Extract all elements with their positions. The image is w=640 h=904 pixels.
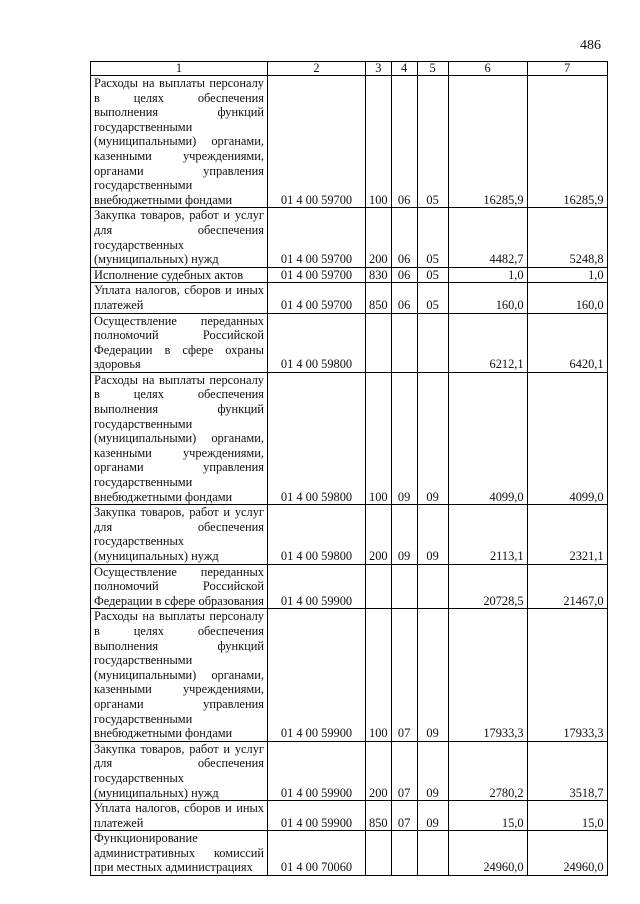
table-row xyxy=(91,283,608,313)
subsection-cell: 05 xyxy=(417,267,448,283)
amount-year2-cell: 3518,7 xyxy=(527,741,607,800)
amount-year1-cell: 15,0 xyxy=(448,801,527,831)
header-cell: 4 xyxy=(391,62,417,76)
table-row xyxy=(91,313,608,372)
expense-type-cell: 100 xyxy=(366,609,392,741)
expense-name-cell: Функционирование административных комиссий при местных администрациях xyxy=(91,831,268,876)
target-code-cell: 01 4 00 59700 xyxy=(268,283,366,313)
section-cell: 06 xyxy=(391,208,417,267)
target-code-cell: 01 4 00 59900 xyxy=(268,741,366,800)
amount-year1-cell: 16285,9 xyxy=(448,76,527,208)
subsection-cell xyxy=(417,564,448,609)
target-code-cell: 01 4 00 59700 xyxy=(268,76,366,208)
amount-year2-cell: 2321,1 xyxy=(527,505,607,564)
section-cell: 07 xyxy=(391,801,417,831)
expense-type-cell: 100 xyxy=(366,76,392,208)
expense-name-cell: Расходы на выплаты персоналу в целях обеспечения выполнения функций государственными (муниципальными) органами, казенными учреждениями, органами управления государственными внебюджетными фондами xyxy=(91,609,268,741)
subsection-cell: 05 xyxy=(417,208,448,267)
amount-year1-cell: 6212,1 xyxy=(448,313,527,372)
target-code-cell: 01 4 00 70060 xyxy=(268,831,366,876)
target-code-cell: 01 4 00 59700 xyxy=(268,208,366,267)
amount-year1-cell: 20728,5 xyxy=(448,564,527,609)
section-cell: 06 xyxy=(391,283,417,313)
expense-type-cell: 200 xyxy=(366,741,392,800)
table-row xyxy=(91,267,608,283)
expense-type-cell: 200 xyxy=(366,505,392,564)
table-row xyxy=(91,801,608,831)
section-cell: 09 xyxy=(391,505,417,564)
expense-name-cell: Закупка товаров, работ и услуг для обеспечения государственных (муниципальных) нужд xyxy=(91,741,268,800)
amount-year1-cell: 4482,7 xyxy=(448,208,527,267)
amount-year1-cell: 17933,3 xyxy=(448,609,527,741)
table-row xyxy=(91,831,608,876)
subsection-cell: 09 xyxy=(417,609,448,741)
table-row xyxy=(91,372,608,504)
section-cell: 09 xyxy=(391,372,417,504)
target-code-cell: 01 4 00 59900 xyxy=(268,801,366,831)
expense-name-cell: Расходы на выплаты персоналу в целях обеспечения выполнения функций государственными (муниципальными) органами, казенными учреждениями, органами управления государственными внебюджетными фондами xyxy=(91,76,268,208)
expense-name-cell: Расходы на выплаты персоналу в целях обеспечения выполнения функций государственными (муниципальными) органами, казенными учреждениями, органами управления государственными внебюджетными фондами xyxy=(91,372,268,504)
amount-year1-cell: 2113,1 xyxy=(448,505,527,564)
section-cell xyxy=(391,313,417,372)
expense-type-cell: 100 xyxy=(366,372,392,504)
target-code-cell: 01 4 00 59700 xyxy=(268,267,366,283)
subsection-cell: 09 xyxy=(417,741,448,800)
amount-year2-cell: 15,0 xyxy=(527,801,607,831)
amount-year2-cell: 160,0 xyxy=(527,283,607,313)
subsection-cell: 05 xyxy=(417,76,448,208)
target-code-cell: 01 4 00 59800 xyxy=(268,505,366,564)
table-row xyxy=(91,609,608,741)
expense-name-cell: Закупка товаров, работ и услуг для обеспечения государственных (муниципальных) нужд xyxy=(91,208,268,267)
subsection-cell: 09 xyxy=(417,801,448,831)
section-cell: 06 xyxy=(391,267,417,283)
expense-name-cell: Закупка товаров, работ и услуг для обеспечения государственных (муниципальных) нужд xyxy=(91,505,268,564)
amount-year2-cell: 17933,3 xyxy=(527,609,607,741)
section-cell xyxy=(391,831,417,876)
section-cell: 07 xyxy=(391,741,417,800)
subsection-cell: 05 xyxy=(417,283,448,313)
subsection-cell: 09 xyxy=(417,372,448,504)
section-cell: 07 xyxy=(391,609,417,741)
expense-name-cell: Осуществление переданных полномочий Российской Федерации в сфере образования xyxy=(91,564,268,609)
expense-type-cell xyxy=(366,564,392,609)
amount-year1-cell: 2780,2 xyxy=(448,741,527,800)
expense-type-cell: 200 xyxy=(366,208,392,267)
amount-year2-cell: 1,0 xyxy=(527,267,607,283)
page-number: 486 xyxy=(580,38,601,53)
header-row xyxy=(91,62,608,76)
header-cell: 2 xyxy=(268,62,366,76)
expense-name-cell: Уплата налогов, сборов и иных платежей xyxy=(91,283,268,313)
amount-year1-cell: 1,0 xyxy=(448,267,527,283)
amount-year1-cell: 160,0 xyxy=(448,283,527,313)
header-cell: 5 xyxy=(417,62,448,76)
expense-name-cell: Исполнение судебных актов xyxy=(91,267,268,283)
subsection-cell xyxy=(417,313,448,372)
header-cell: 6 xyxy=(448,62,527,76)
target-code-cell: 01 4 00 59800 xyxy=(268,313,366,372)
table-row xyxy=(91,741,608,800)
table-row xyxy=(91,505,608,564)
budget-table xyxy=(90,61,608,876)
section-cell: 06 xyxy=(391,76,417,208)
amount-year2-cell: 16285,9 xyxy=(527,76,607,208)
amount-year2-cell: 6420,1 xyxy=(527,313,607,372)
expense-name-cell: Уплата налогов, сборов и иных платежей xyxy=(91,801,268,831)
subsection-cell: 09 xyxy=(417,505,448,564)
target-code-cell: 01 4 00 59900 xyxy=(268,609,366,741)
table-row xyxy=(91,208,608,267)
expense-type-cell xyxy=(366,831,392,876)
amount-year2-cell: 24960,0 xyxy=(527,831,607,876)
amount-year2-cell: 21467,0 xyxy=(527,564,607,609)
target-code-cell: 01 4 00 59900 xyxy=(268,564,366,609)
expense-name-cell: Осуществление переданных полномочий Российской Федерации в сфере охраны здоровья xyxy=(91,313,268,372)
target-code-cell: 01 4 00 59800 xyxy=(268,372,366,504)
amount-year1-cell: 24960,0 xyxy=(448,831,527,876)
header-cell: 3 xyxy=(366,62,392,76)
header-cell: 7 xyxy=(527,62,607,76)
table-row xyxy=(91,76,608,208)
expense-type-cell: 830 xyxy=(366,267,392,283)
amount-year2-cell: 5248,8 xyxy=(527,208,607,267)
amount-year1-cell: 4099,0 xyxy=(448,372,527,504)
expense-type-cell: 850 xyxy=(366,801,392,831)
expense-type-cell xyxy=(366,313,392,372)
subsection-cell xyxy=(417,831,448,876)
expense-type-cell: 850 xyxy=(366,283,392,313)
header-cell: 1 xyxy=(91,62,268,76)
table-row xyxy=(91,564,608,609)
section-cell xyxy=(391,564,417,609)
amount-year2-cell: 4099,0 xyxy=(527,372,607,504)
